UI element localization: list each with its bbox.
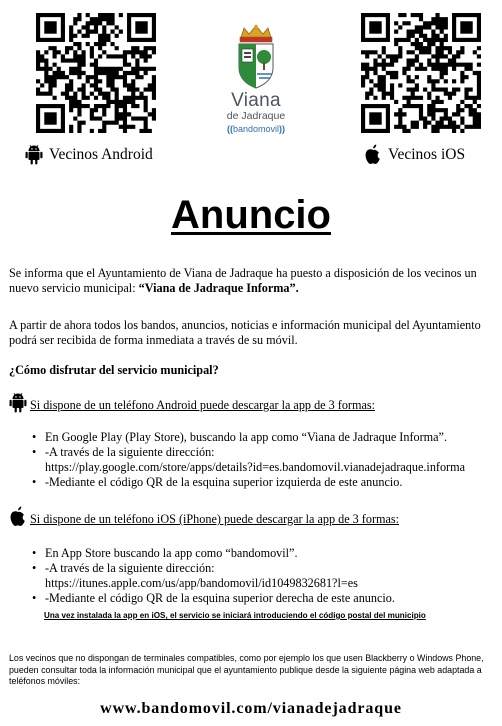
ios-note: Una vez instalada la app en iOS, el servicio se iniciará introduciendo el código postal del municipio	[44, 611, 426, 620]
android-platform-label	[25, 144, 153, 165]
ios-section-heading	[9, 506, 399, 527]
question-heading: ¿Cómo disfrutar del servicio municipal?	[9, 363, 219, 377]
footer-paragraph: Los vecinos que no dispongan de terminales compatibles, como por ejemplo los que usen Blackberry o Windows Phone, pueden consultar toda la información municipal que el ayuntamiento publique desde la siguiente página web adaptada a teléfonos móviles:	[9, 653, 484, 686]
intro-paragraph	[9, 266, 497, 296]
intro-app-name: “Viana de Jadraque Informa”.	[138, 281, 299, 295]
web-url-link[interactable]: www.bandomovil.com/vianadejadraque	[100, 700, 402, 717]
ios-options-list	[32, 546, 492, 606]
list-item	[32, 445, 492, 475]
list-item	[32, 561, 492, 591]
list-item: • En Google Play (Play Store), buscando la app como “Viana de Jadraque Informa”.	[32, 430, 492, 445]
paragraph-2: A partir de ahora todos los bandos, anuncios, noticias e información municipal del Ayuntamiento podrá ser recibida de forma inmediata a través de su móvil.	[9, 318, 481, 347]
list-item-text: -A través de la siguiente dirección:	[45, 445, 215, 459]
coat-of-arms-icon	[233, 24, 279, 90]
list-item: • -Mediante el código QR de la esquina superior izquierda de este anuncio.	[32, 475, 492, 490]
qr-code-ios-icon	[361, 13, 481, 133]
municipal-logo	[213, 24, 299, 135]
logo-name: Viana	[231, 90, 281, 111]
app-store-link[interactable]: https://itunes.apple.com/us/app/bandomovil/id1049832681?l=es	[45, 576, 358, 590]
ios-heading-text: Si dispone de un teléfono iOS (iPhone) puede descargar la app de 3 formas:	[30, 512, 400, 526]
ios-label: Vecinos iOS	[388, 145, 466, 163]
list-item: • En App Store buscando la app como “bandomovil”.	[32, 546, 492, 561]
android-section-heading	[9, 392, 375, 413]
list-item: • -Mediante el código QR de la esquina superior derecha de este anuncio.	[32, 591, 492, 606]
android-icon	[25, 144, 43, 165]
logo-brand-text: bandomovil	[232, 124, 280, 134]
android-heading-text: Si dispone de un teléfono Android puede descargar la app de 3 formas:	[30, 398, 375, 412]
logo-subtitle: de Jadraque	[226, 110, 286, 122]
android-icon	[9, 392, 27, 413]
list-item-text: -A través de la siguiente dirección:	[45, 561, 215, 575]
android-label: Vecinos Android	[49, 145, 153, 163]
apple-icon	[364, 144, 382, 165]
page-title: Anuncio	[171, 193, 331, 237]
android-options-list	[32, 430, 492, 490]
google-play-link[interactable]: https://play.google.com/store/apps/details?id=es.bandomovil.vianadejadraque.informa	[45, 460, 466, 474]
ios-platform-label	[364, 144, 465, 165]
intro-text: Se informa que el Ayuntamiento de Viana de Jadraque ha puesto a disposición de los vecinos un nuevo servicio municipal:	[9, 266, 477, 295]
qr-code-android-icon	[36, 13, 156, 133]
logo-brand: ((bandomovil))	[226, 124, 286, 134]
apple-icon	[9, 506, 27, 527]
